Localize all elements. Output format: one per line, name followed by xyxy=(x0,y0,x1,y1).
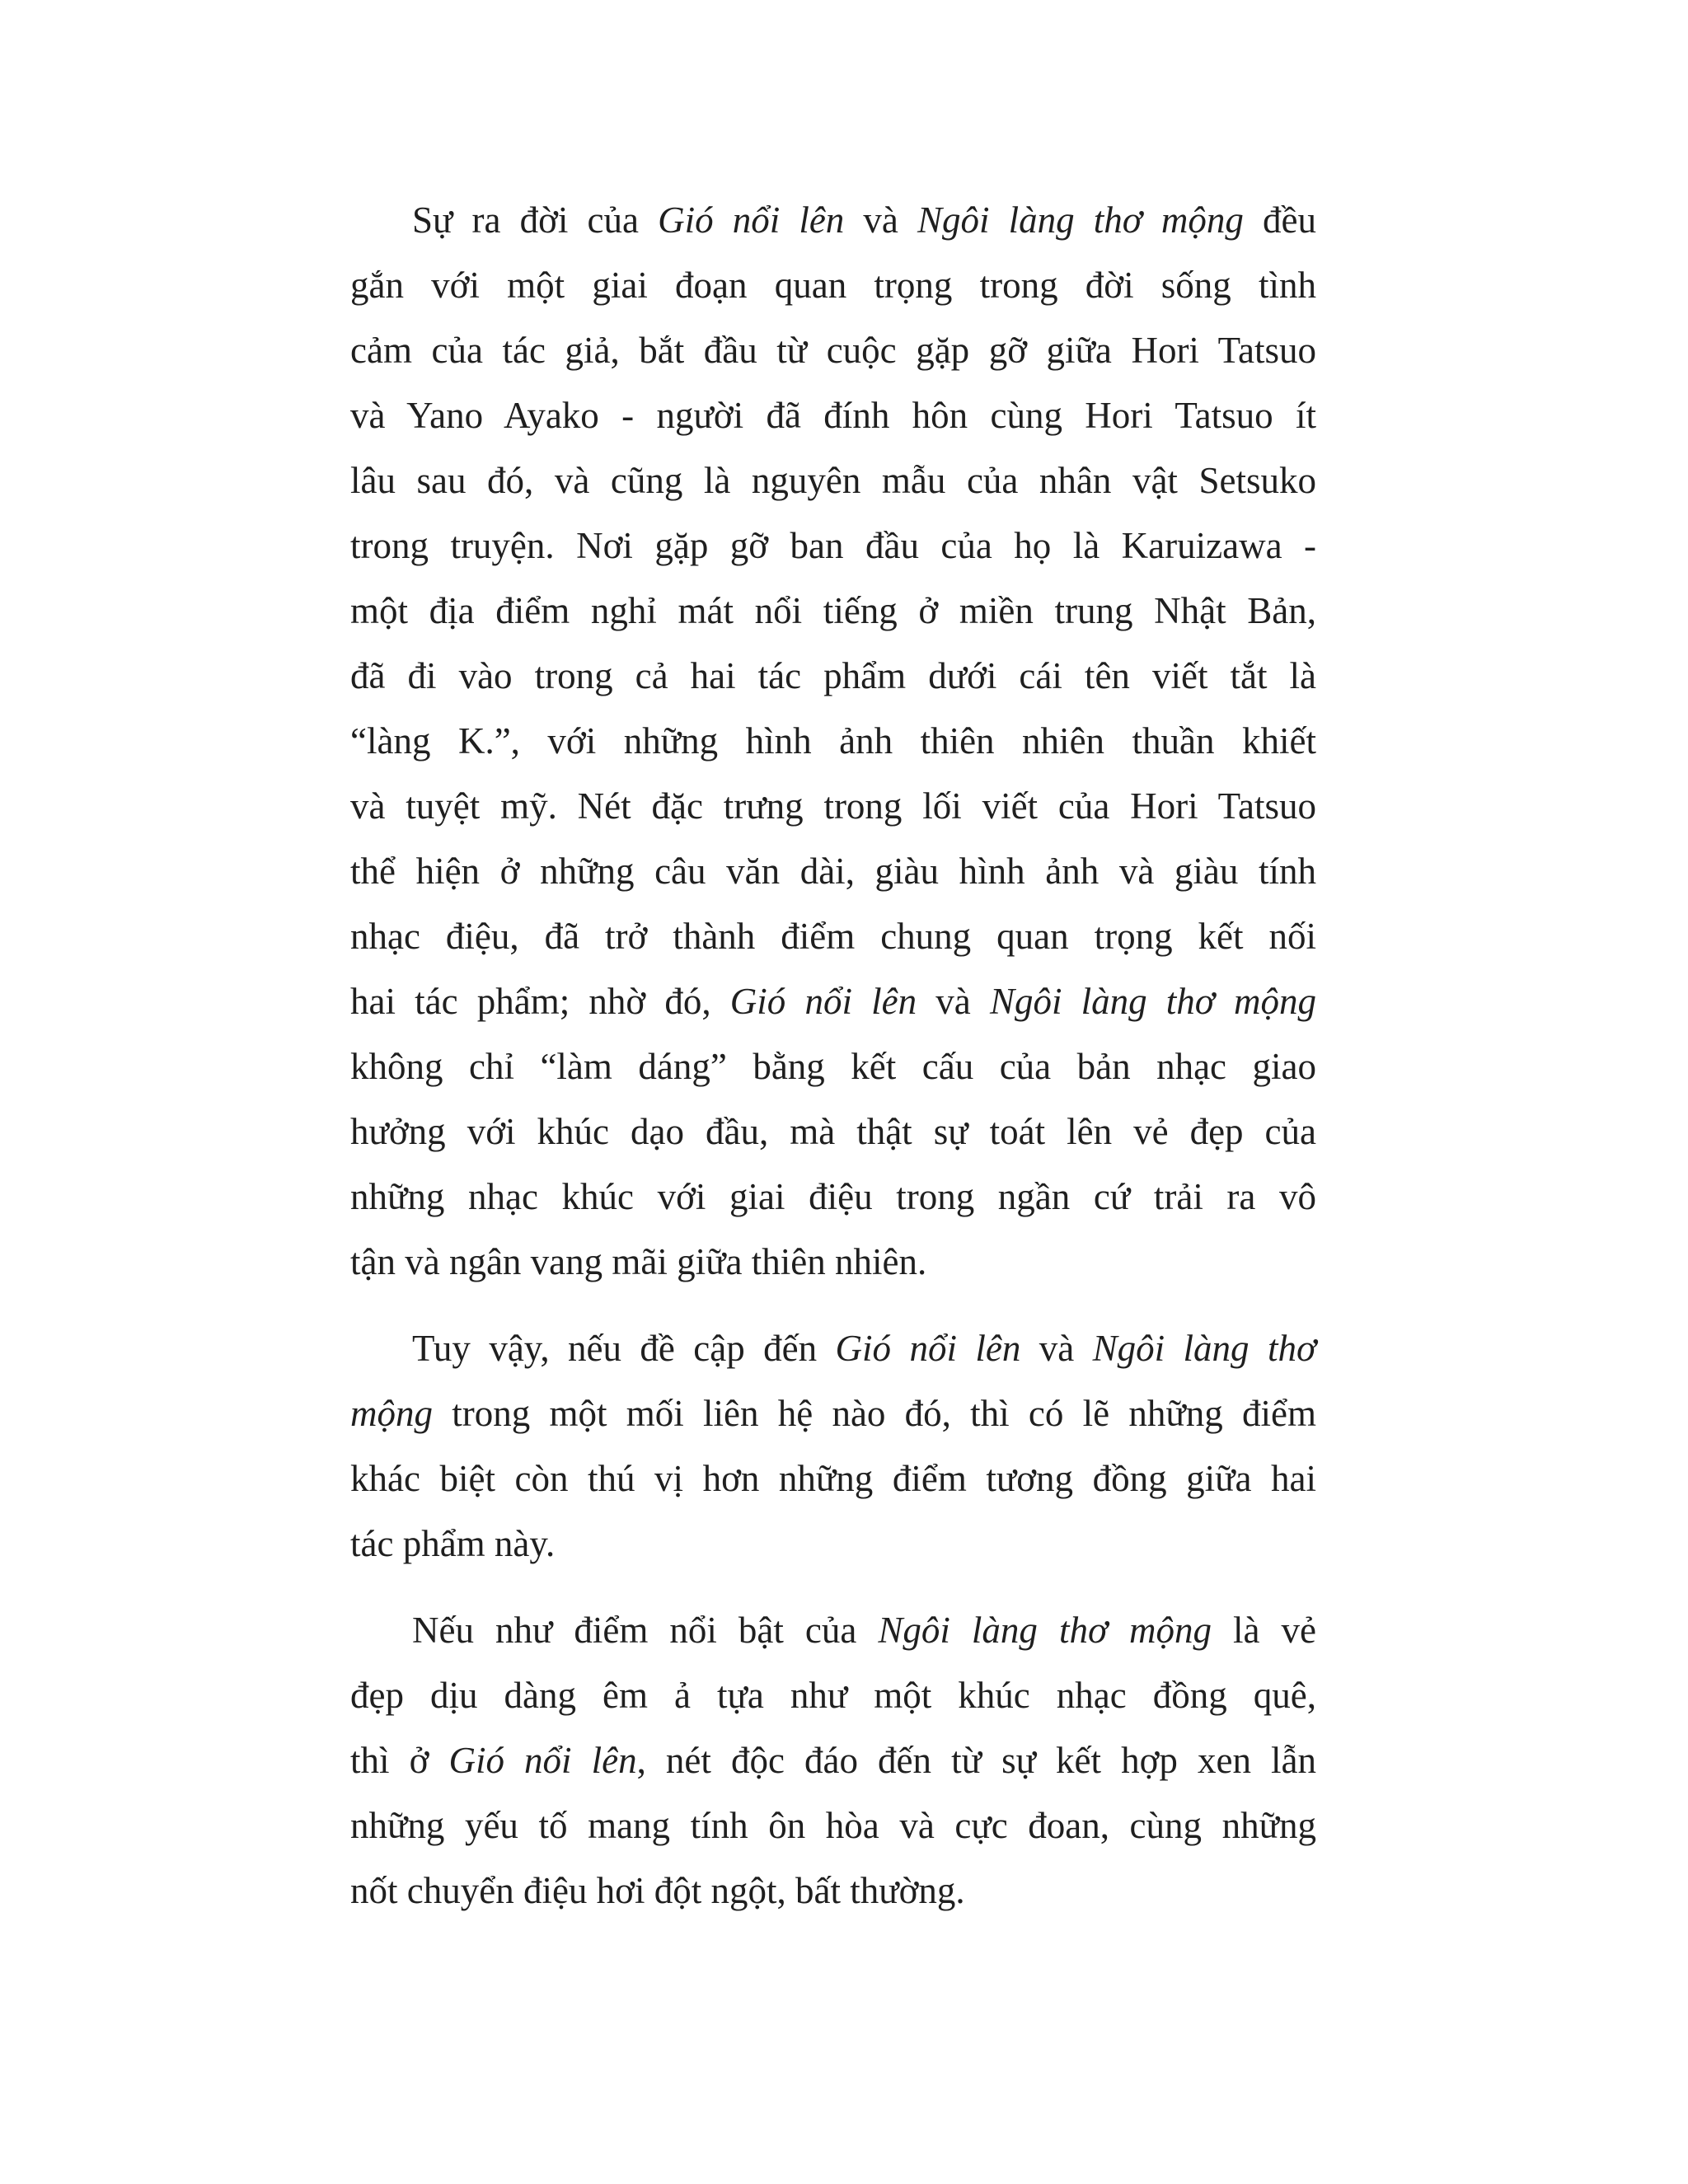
text-line xyxy=(350,1598,1316,1663)
text-run: thì ở xyxy=(350,1740,449,1781)
text-run: là vẻ xyxy=(1212,1610,1316,1651)
text-line xyxy=(350,1230,1316,1295)
italic-title: Gió nổi lên xyxy=(729,981,917,1022)
text-run: , nét độc đáo đến từ sự kết hợp xen lẫn xyxy=(636,1740,1316,1781)
text-run: không chỉ “làm dáng” bằng kết cấu của bản nhạc giao xyxy=(350,1046,1316,1087)
text-line xyxy=(350,1316,1316,1381)
text-run: và xyxy=(844,199,918,241)
italic-title: Ngôi làng thơ mộng xyxy=(917,199,1244,241)
text-run: “làng K.”, với những hình ảnh thiên nhiên thuần khiết xyxy=(350,720,1316,762)
text-line xyxy=(350,1381,1316,1446)
italic-title: Ngôi làng thơ xyxy=(1092,1328,1316,1369)
text-run: khác biệt còn thú vị hơn những điểm tương đồng giữa hai xyxy=(350,1458,1316,1499)
text-line xyxy=(350,188,1316,253)
text-run: Sự ra đời của xyxy=(412,199,659,241)
text-line xyxy=(350,1511,1316,1577)
text-line xyxy=(350,448,1316,513)
text-run: đều xyxy=(1243,199,1316,241)
text-run: lâu sau đó, và cũng là nguyên mẫu của nhân vật Setsuko xyxy=(350,460,1316,501)
text-run: và xyxy=(917,981,990,1022)
text-line xyxy=(350,969,1316,1034)
text-run: những yếu tố mang tính ôn hòa và cực đoan, cùng những xyxy=(350,1805,1316,1846)
text-line xyxy=(350,513,1316,579)
text-run: gắn với một giai đoạn quan trọng trong đời sống tình xyxy=(350,265,1316,306)
text-run: thể hiện ở những câu văn dài, giàu hình ảnh và giàu tính xyxy=(350,851,1316,892)
text-run: và Yano Ayako - người đã đính hôn cùng Hori Tatsuo ít xyxy=(350,395,1316,436)
text-run: và xyxy=(1020,1328,1093,1369)
text-run: Nếu như điểm nổi bật của xyxy=(412,1610,879,1651)
paragraph xyxy=(350,1598,1316,1924)
text-line xyxy=(350,1858,1316,1924)
text-run: trong một mối liên hệ nào đó, thì có lẽ những điểm xyxy=(433,1393,1316,1434)
text-line xyxy=(350,774,1316,839)
text-line xyxy=(350,579,1316,644)
text-line xyxy=(350,1446,1316,1511)
text-run: một địa điểm nghỉ mát nổi tiếng ở miền trung Nhật Bản, xyxy=(350,590,1316,631)
text-run: hưởng với khúc dạo đầu, mà thật sự toát lên vẻ đẹp của xyxy=(350,1111,1316,1152)
text-line xyxy=(350,839,1316,904)
text-line xyxy=(350,1034,1316,1099)
italic-title: Ngôi làng thơ mộng xyxy=(878,1610,1212,1651)
text-run: tận và ngân vang mãi giữa thiên nhiên. xyxy=(350,1241,927,1282)
paragraph xyxy=(350,188,1316,1295)
italic-title: mộng xyxy=(350,1393,433,1434)
text-run: Tuy vậy, nếu đề cập đến xyxy=(412,1328,836,1369)
italic-title: Gió nổi lên xyxy=(835,1328,1021,1369)
italic-title: Ngôi làng thơ mộng xyxy=(989,981,1316,1022)
text-line xyxy=(350,253,1316,318)
text-run: và tuyệt mỹ. Nét đặc trưng trong lối viết của Hori Tatsuo xyxy=(350,785,1316,827)
text-line xyxy=(350,1793,1316,1858)
paragraph xyxy=(350,1316,1316,1577)
text-line xyxy=(350,644,1316,709)
text-line xyxy=(350,318,1316,383)
italic-title: Gió nổi lên xyxy=(448,1740,637,1781)
text-line xyxy=(350,904,1316,969)
text-line xyxy=(350,1165,1316,1230)
text-run: đã đi vào trong cả hai tác phẩm dưới cái tên viết tắt là xyxy=(350,655,1316,696)
text-line xyxy=(350,1728,1316,1793)
text-run: những nhạc khúc với giai điệu trong ngần cứ trải ra vô xyxy=(350,1176,1316,1217)
text-run: hai tác phẩm; nhờ đó, xyxy=(350,981,730,1022)
text-run: cảm của tác giả, bắt đầu từ cuộc gặp gỡ giữa Hori Tatsuo xyxy=(350,330,1316,371)
italic-title: Gió nổi lên xyxy=(658,199,845,241)
text-line xyxy=(350,1099,1316,1165)
document-page xyxy=(350,188,1316,1945)
text-run: trong truyện. Nơi gặp gỡ ban đầu của họ là Karuizawa - xyxy=(350,525,1316,566)
text-run: đẹp dịu dàng êm ả tựa như một khúc nhạc đồng quê, xyxy=(350,1675,1316,1716)
text-line xyxy=(350,383,1316,448)
text-line xyxy=(350,1663,1316,1728)
text-run: nhạc điệu, đã trở thành điểm chung quan trọng kết nối xyxy=(350,916,1316,957)
text-run: nốt chuyển điệu hơi đột ngột, bất thường. xyxy=(350,1870,965,1911)
text-line xyxy=(350,709,1316,774)
text-run: tác phẩm này. xyxy=(350,1523,556,1564)
